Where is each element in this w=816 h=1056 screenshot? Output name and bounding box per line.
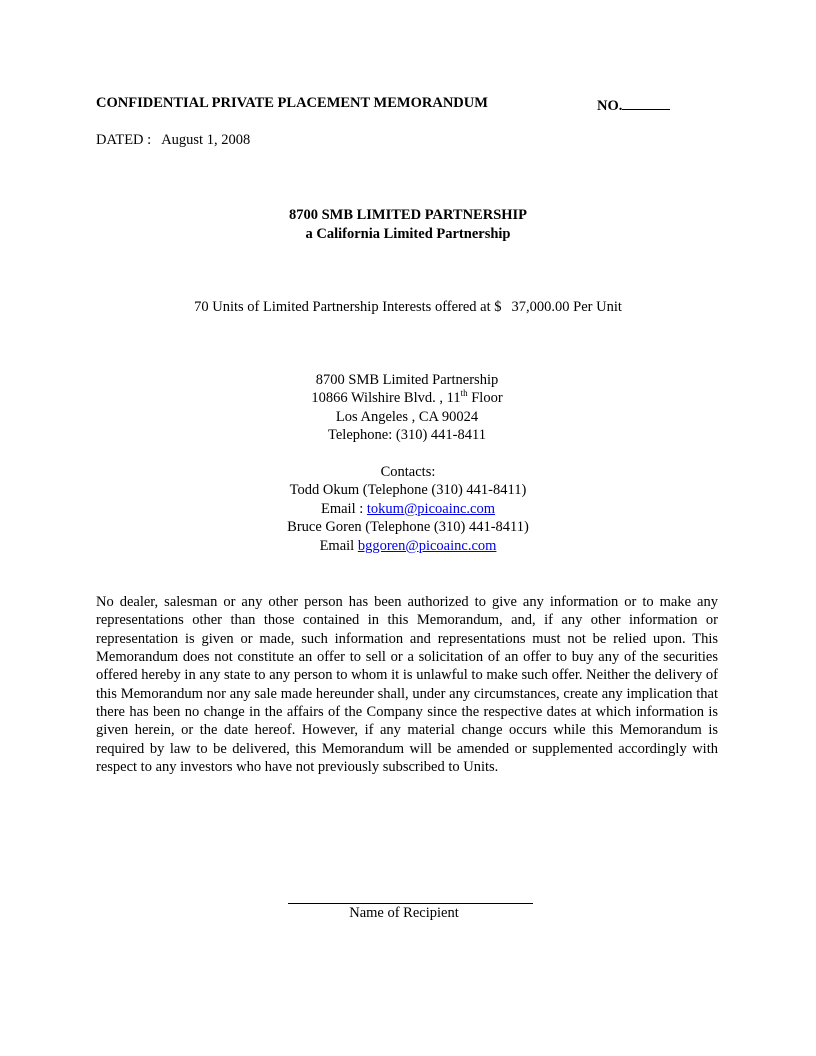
address-block xyxy=(0,371,815,445)
contact-name: Bruce Goren (Telephone (310) 441-8411) xyxy=(287,519,529,536)
memorandum-number xyxy=(597,95,670,115)
contact-email-line xyxy=(0,500,816,518)
dated-label: DATED : xyxy=(96,132,152,148)
contact-email-label: Email : xyxy=(320,500,367,517)
offering-line xyxy=(0,299,816,316)
address-floor-suffix: th xyxy=(460,388,468,399)
offering-text: 70 Units of Limited Partnership Interests offered at $ xyxy=(194,299,502,315)
partnership-heading xyxy=(0,206,816,244)
partnership-name: 8700 SMB LIMITED PARTNERSHIP xyxy=(288,207,528,223)
signature-line xyxy=(288,903,533,904)
signature-label: Name of Recipient xyxy=(349,905,459,921)
address-street-prefix: 10866 Wilshire Blvd. , 11 xyxy=(311,390,461,407)
dated-line xyxy=(96,132,250,149)
address-name: 8700 SMB Limited Partnership xyxy=(315,372,499,388)
dated-value: August 1, 2008 xyxy=(161,132,251,148)
contact-email-link[interactable]: tokum@picoainc.com xyxy=(366,500,496,517)
address-street-suffix: Floor xyxy=(467,390,503,407)
memorandum-number-blank xyxy=(622,95,670,110)
contact-email-link[interactable]: bggoren@picoainc.com xyxy=(357,537,497,554)
memorandum-number-label: NO. xyxy=(597,98,623,114)
contacts-block xyxy=(0,463,816,555)
partnership-type: a California Limited Partnership xyxy=(305,226,511,242)
contact-email-line xyxy=(0,537,816,555)
address-street xyxy=(0,389,815,407)
address-telephone: Telephone: (310) 441-8411 xyxy=(328,427,486,444)
address-city: Los Angeles , CA 90024 xyxy=(335,408,479,425)
contact-name: Todd Okum (Telephone (310) 441-8411) xyxy=(289,482,527,499)
disclaimer-paragraph: No dealer, salesman or any other person has been authorized to give any information or to make any representations other than those contained in this Memorandum, and, if any other information or representation is given or made, such information and representations must not be relied upon. This Memorandum does not constitute an offer to sell or a solicitation of an offer to buy any of the securities offered hereby in any state to any person to whom it is unlawful to make such offer. Neither the delivery of this Memorandum nor any sale made hereunder shall, under any circumstances, create any implication that there has been no change in the affairs of the Company since the respective dates at which information is given herein, or the date hereof. However, if any material change occurs while this Memorandum is required by law to be delivered, this Memorandum will be amended or supplemented accordingly with respect to any investors who have not previously subscribed to Units. xyxy=(96,594,718,776)
offering-price: 37,000.00 xyxy=(511,299,570,315)
contacts-heading: Contacts: xyxy=(380,464,436,480)
offering-unit: Per Unit xyxy=(573,299,622,315)
contact-email-label: Email xyxy=(319,537,358,554)
memorandum-title: CONFIDENTIAL PRIVATE PLACEMENT MEMORANDUM xyxy=(96,95,488,111)
